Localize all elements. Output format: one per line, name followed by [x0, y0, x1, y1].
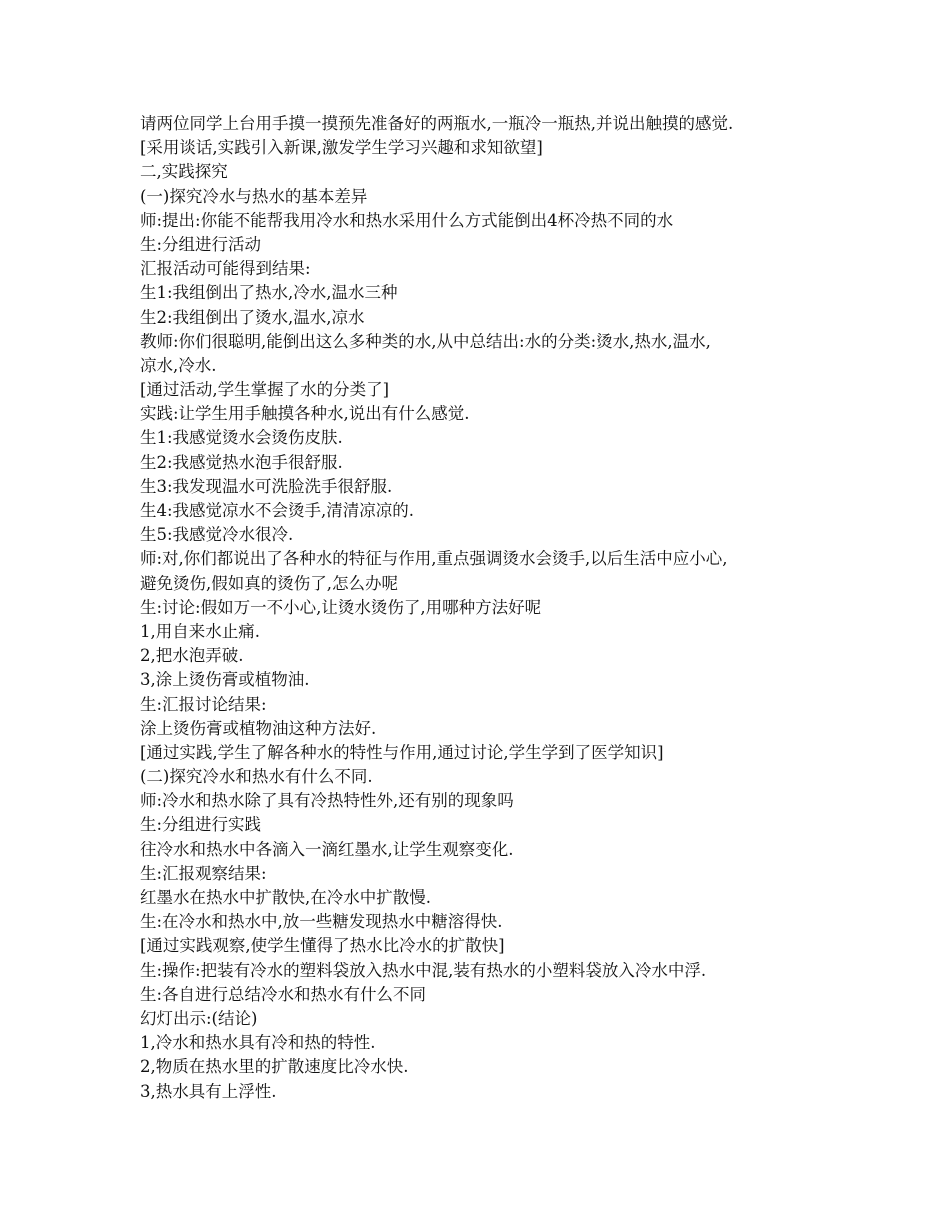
text-line: 师:冷水和热水除了具有冷热特性外,还有别的现象吗 [140, 791, 514, 811]
text-line: [采用谈话,实践引入新课,激发学生学习兴趣和求知欲望] [140, 138, 543, 158]
text-line: 汇报活动可能得到结果: [140, 259, 311, 279]
text-line: 生4:我感觉凉水不会烫手,清清凉凉的. [140, 501, 415, 520]
text-line: 生:操作:把装有冷水的塑料袋放入热水中混,装有热水的小塑料袋放入冷水中浮. [140, 960, 707, 980]
text-line: 1,冷水和热水具有冷和热的特性. [140, 1033, 376, 1053]
text-line: 生2:我组倒出了烫水,温水,凉水 [140, 307, 365, 327]
text-line: 3,热水具有上浮性. [140, 1081, 277, 1101]
text-line: 避免烫伤,假如真的烫伤了,怎么办呢 [140, 573, 398, 593]
text-line: 1,用自来水止痛. [140, 621, 260, 641]
text-line: 幻灯出示:(结论) [140, 1008, 258, 1028]
document-body [140, 112, 840, 1104]
text-line: [通过实践观察,使学生懂得了热水比冷水的扩散快] [140, 936, 505, 956]
text-line: 往冷水和热水中各滴入一滴红墨水,让学生观察变化. [140, 839, 514, 859]
text-line: 教师:你们很聪明,能倒出这么多种类的水,从中总结出:水的分类:烫水,热水,温水, [140, 331, 711, 351]
text-line: 生3:我发现温水可洗脸洗手很舒服. [140, 476, 393, 496]
text-line: [通过活动,学生掌握了水的分类了] [140, 380, 390, 400]
subsection-heading: (二)探究冷水和热水有什么不同. [140, 767, 373, 787]
text-line: 生:分组进行活动 [140, 234, 262, 254]
text-line: 实践:让学生用手触摸各种水,说出有什么感觉. [140, 404, 470, 424]
text-line: [通过实践,学生了解各种水的特性与作用,通过讨论,学生学到了医学知识] [140, 742, 664, 762]
text-line: 生5:我感觉冷水很冷. [140, 525, 294, 545]
text-line: 生:在冷水和热水中,放一些糖发现热水中糖溶得快. [140, 912, 503, 932]
text-line: 生:汇报讨论结果: [140, 694, 267, 714]
text-line: 3,涂上烫伤膏或植物油. [140, 670, 310, 690]
text-line: 请两位同学上台用手摸一摸预先准备好的两瓶水,一瓶冷一瓶热,并说出触摸的感觉. [140, 114, 734, 133]
text-line: 2,把水泡弄破. [140, 646, 244, 666]
text-line: 涂上烫伤膏或植物油这种方法好. [140, 718, 377, 738]
text-line: 师:对,你们都说出了各种水的特征与作用,重点强调烫水会烫手,以后生活中应小心, [140, 549, 728, 569]
section-heading: 二,实践探究 [140, 162, 228, 182]
text-line: 生:汇报观察结果: [140, 863, 267, 883]
text-line: 师:提出:你能不能帮我用冷水和热水采用什么方式能倒出4杯冷热不同的水 [140, 210, 674, 230]
text-line: 生1:我组倒出了热水,冷水,温水三种 [140, 283, 398, 303]
text-line: 生1:我感觉烫水会烫伤皮肤. [140, 428, 343, 448]
text-line: 2,物质在热水里的扩散速度比冷水快. [140, 1057, 409, 1077]
text-line: 生:讨论:假如万一不小心,让烫水烫伤了,用哪种方法好呢 [140, 597, 542, 617]
text-line: 生:各自进行总结冷水和热水有什么不同 [140, 984, 427, 1004]
text-line: 红墨水在热水中扩散快,在冷水中扩散慢. [140, 888, 431, 907]
text-line: 凉水,冷水. [140, 355, 217, 375]
text-line: 生:分组进行实践 [140, 815, 262, 835]
subsection-heading: (一)探究冷水与热水的基本差异 [140, 186, 368, 206]
text-line: 生2:我感觉热水泡手很舒服. [140, 452, 343, 472]
